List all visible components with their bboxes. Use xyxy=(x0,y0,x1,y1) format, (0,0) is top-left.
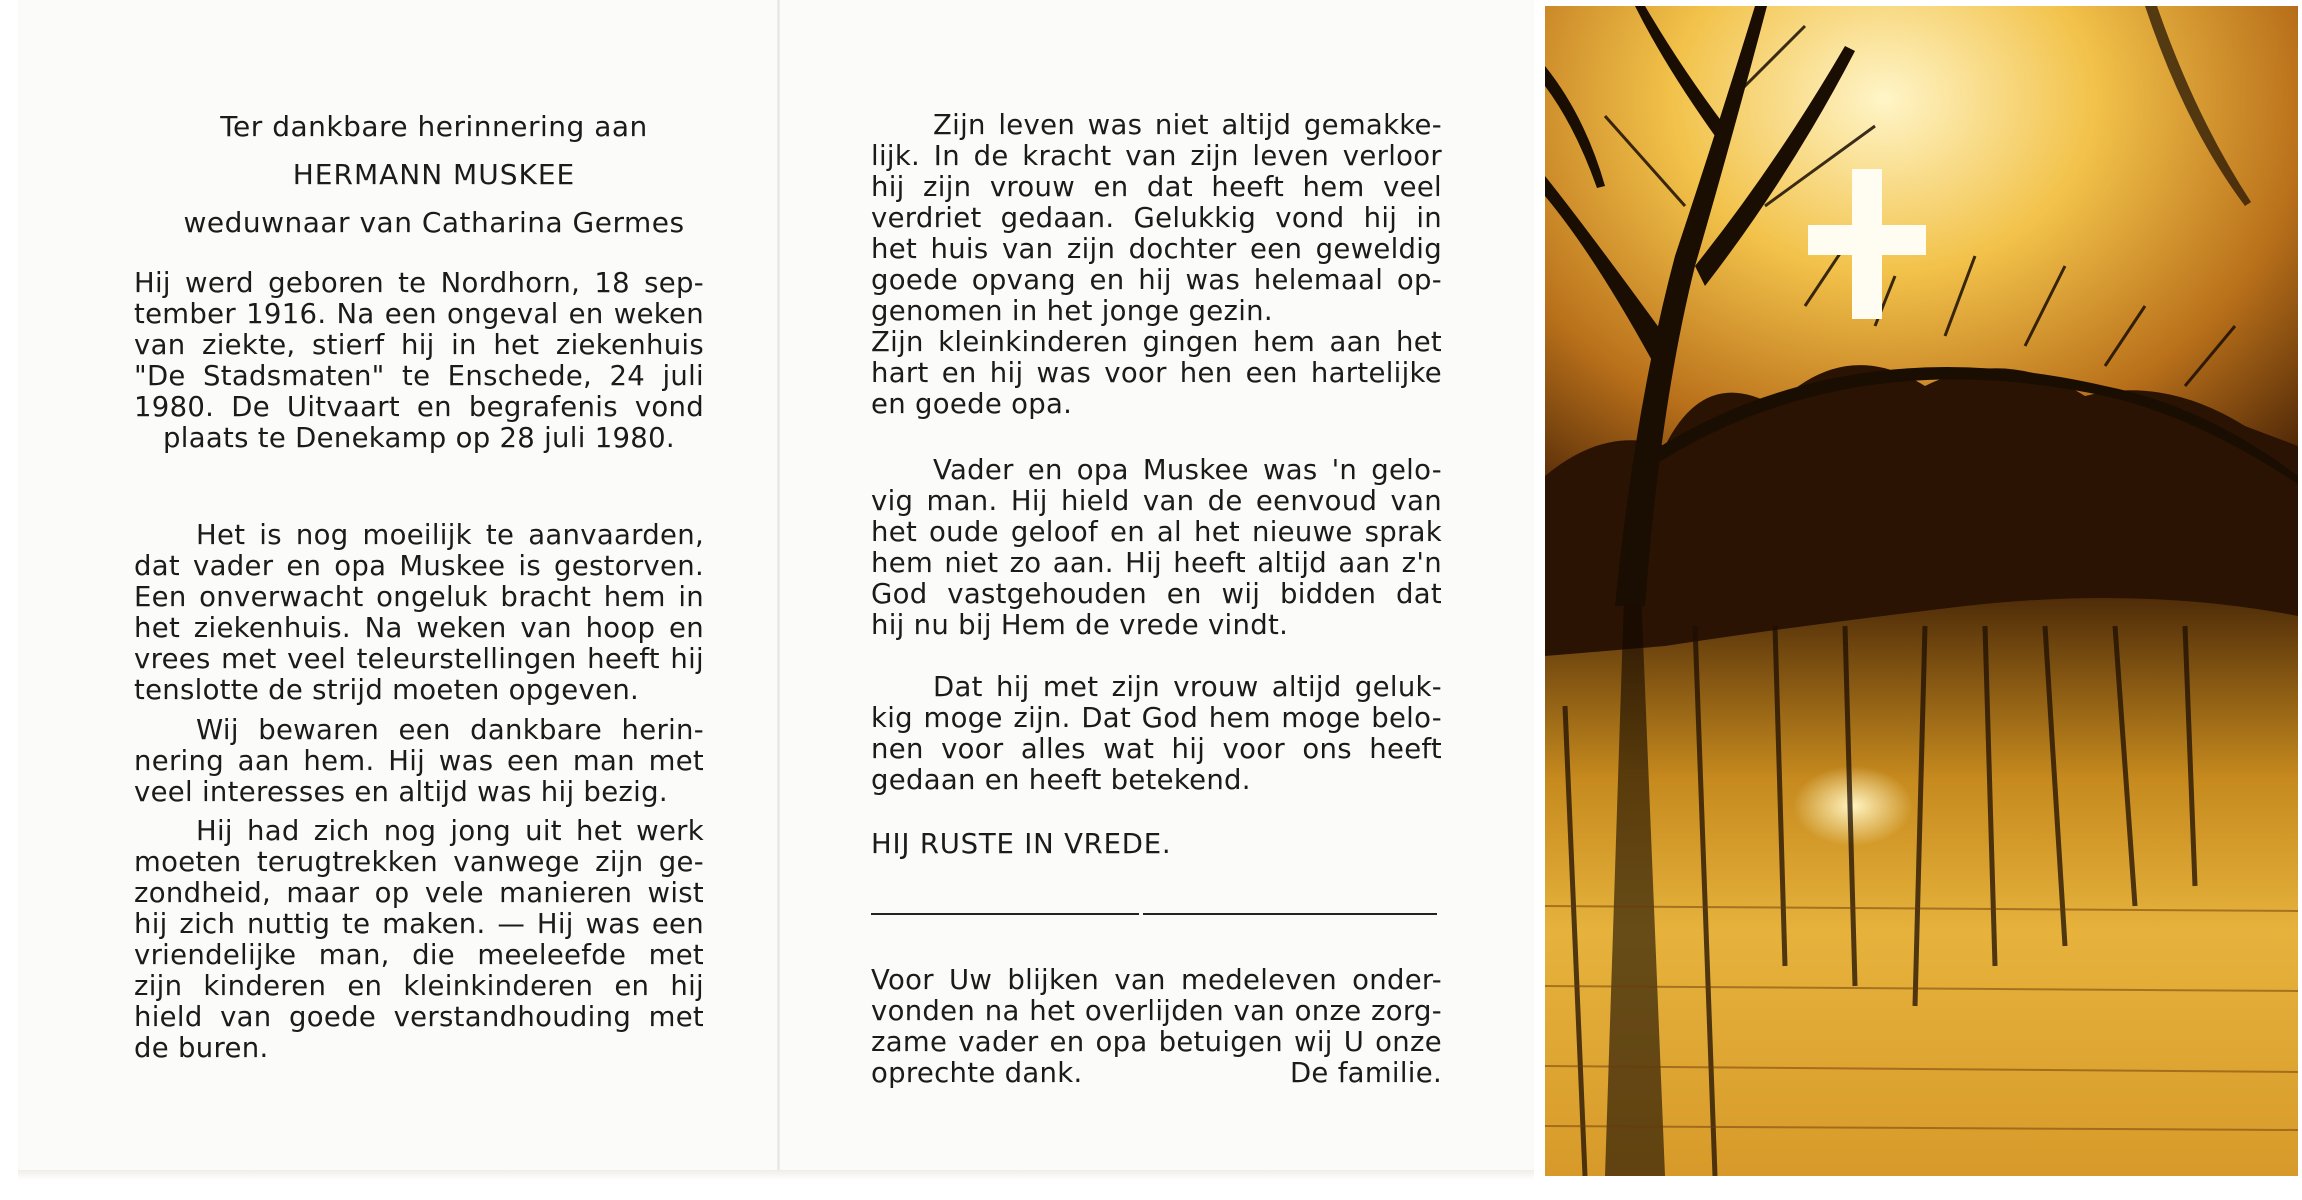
faith-paragraph xyxy=(871,455,1442,641)
biography-line: van ziekte, stierf hij in het ziekenhuis xyxy=(134,329,704,361)
memorial-p2-line: Wij bewaren een dankbare herin- xyxy=(196,714,704,746)
divider-line-left xyxy=(871,913,1139,915)
biography-line: plaats te Denekamp op 28 juli 1980. xyxy=(163,422,675,454)
life-line: en goede opa. xyxy=(871,388,1073,420)
thanks-line: Voor Uw blijken van medeleven onder- xyxy=(871,964,1442,996)
biography-line: tember 1916. Na een ongeval en weken xyxy=(134,298,704,330)
memorial-p3-line: hield van goede verstandhouding met xyxy=(134,1001,704,1033)
blessing-line: kig moge zijn. Dat God hem moge belo- xyxy=(871,702,1442,734)
memorial-p1-line: tenslotte de strijd moeten opgeven. xyxy=(134,674,640,706)
biography-line: Hij werd geboren te Nordhorn, 18 sep- xyxy=(134,267,704,299)
faith-line: het oude geloof en al het nieuwe sprak xyxy=(871,516,1442,548)
life-paragraph xyxy=(871,110,1442,420)
divider-line-right xyxy=(1143,913,1437,915)
memorial-p1-line: dat vader en opa Muskee is gestorven. xyxy=(134,550,704,582)
cross-icon-bar xyxy=(1808,225,1926,255)
life-line: hart en hij was voor hen een hartelijke xyxy=(871,357,1442,389)
family-signature: De familie. xyxy=(1289,1057,1442,1089)
memorial-p1-line: Een onverwacht ongeluk bracht hem in xyxy=(134,581,704,613)
life-line: Zijn leven was niet altijd gemakke- xyxy=(933,109,1442,141)
blessing-line: Dat hij met zijn vrouw altijd geluk- xyxy=(933,671,1442,703)
card-bottom-edge xyxy=(18,1170,1534,1180)
sunset-lake-photo xyxy=(1545,6,2298,1176)
card-fold-line xyxy=(777,0,780,1178)
memorial-p1-line: vrees met veel teleurstellingen heeft hij xyxy=(134,643,704,675)
memorial-p3-line: vriendelijke man, die meeleefde met xyxy=(134,939,704,971)
memorial-p2-line: veel interesses en altijd was hij bezig. xyxy=(134,776,668,808)
sunset-trees-illustration xyxy=(1545,6,2298,1176)
biography-line: "De Stadsmaten" te Enschede, 24 juli xyxy=(134,360,704,392)
life-line: hij zijn vrouw en dat heeft hem veel xyxy=(871,171,1442,203)
memorial-p3-line: de buren. xyxy=(134,1032,269,1064)
life-line: verdriet gedaan. Gelukkig vond hij in xyxy=(871,202,1442,234)
blessing-paragraph xyxy=(871,672,1442,796)
life-line: het huis van zijn dochter een geweldig xyxy=(871,233,1442,265)
deceased-name: HERMANN MUSKEE xyxy=(292,158,576,191)
thanks-paragraph xyxy=(871,965,1442,1058)
faith-line: Vader en opa Muskee was 'n gelo- xyxy=(933,454,1442,486)
memorial-p3-line: zondheid, maar op vele manieren wist xyxy=(134,877,704,909)
rest-in-peace-text: HIJ RUSTE IN VREDE. xyxy=(871,828,1172,860)
blessing-line: gedaan en heeft betekend. xyxy=(871,764,1251,796)
faith-line: hij nu bij Hem de vrede vindt. xyxy=(871,609,1289,641)
memorial-p2-line: nering aan hem. Hij was een man met xyxy=(134,745,704,777)
memorial-paragraph-2 xyxy=(134,715,704,808)
life-line: genomen in het jonge gezin. xyxy=(871,295,1273,327)
thanks-line: zame vader en opa betuigen wij U onze xyxy=(871,1026,1442,1058)
faith-line: hem niet zo aan. Hij heeft altijd aan z'n xyxy=(871,547,1442,579)
memorial-paragraph-1 xyxy=(134,520,704,706)
life-line: goede opvang en hij was helemaal op- xyxy=(871,264,1442,296)
thanks-line: vonden na het overlijden van onze zorg- xyxy=(871,995,1442,1027)
memorial-p1-line: Het is nog moeilijk te aanvaarden, xyxy=(196,519,704,551)
widower-subtitle: weduwnaar van Catharina Germes xyxy=(183,206,685,239)
memorial-p3-line: zijn kinderen en kleinkinderen en hij xyxy=(134,970,704,1002)
thanks-last-words: oprechte dank. xyxy=(871,1057,1083,1089)
biography-paragraph xyxy=(134,268,704,454)
thanks-final-line xyxy=(871,1058,1442,1089)
memorial-p3-line: moeten terugtrekken vanwege zijn ge- xyxy=(134,846,704,878)
life-line: lijk. In de kracht van zijn leven verloor xyxy=(871,140,1442,172)
life-line: Zijn kleinkinderen gingen hem aan het xyxy=(871,326,1442,358)
faith-line: vig man. Hij hield van de eenvoud van xyxy=(871,485,1442,517)
biography-line: 1980. De Uitvaart en begrafenis vond xyxy=(134,391,704,423)
faith-line: God vastgehouden en wij bidden dat xyxy=(871,578,1442,610)
memorial-p3-line: Hij had zich nog jong uit het werk xyxy=(196,815,704,847)
memorial-p3-line: hij zich nuttig te maken. — Hij was een xyxy=(134,908,704,940)
memorial-p1-line: het ziekenhuis. Na weken van hoop en xyxy=(134,612,704,644)
blessing-line: nen voor alles wat hij voor ons heeft xyxy=(871,733,1442,765)
memorial-heading: Ter dankbare herinnering aan xyxy=(220,110,648,143)
memorial-paragraph-3 xyxy=(134,816,704,1064)
